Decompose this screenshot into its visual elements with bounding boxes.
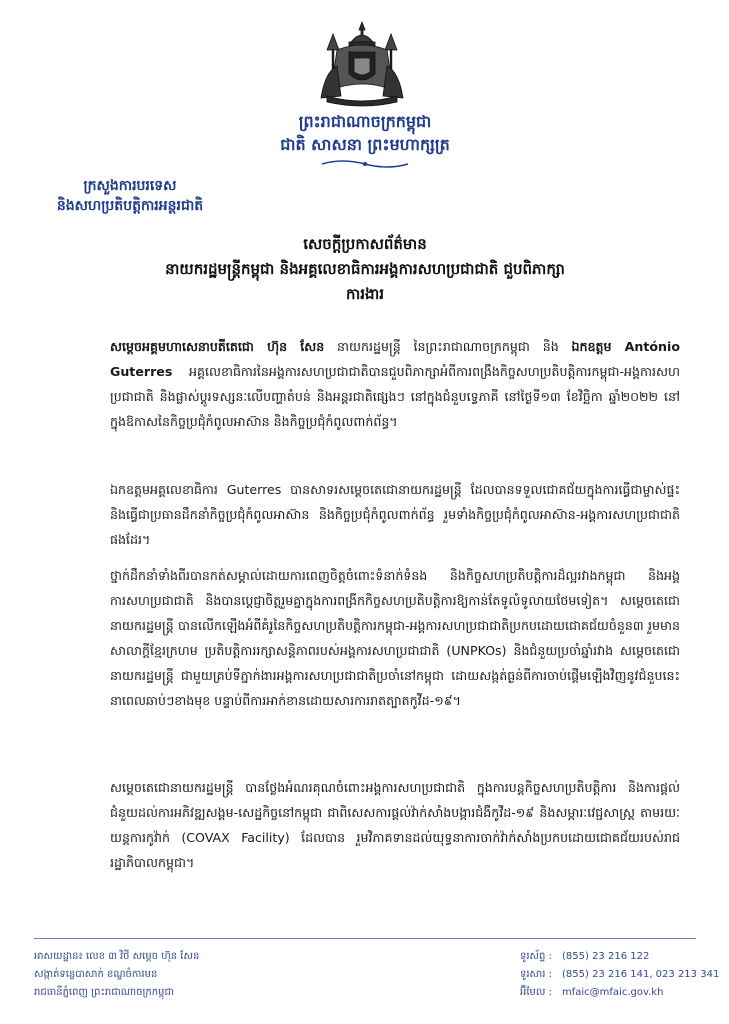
address-line3: រាជធានីភ្នំពេញ ព្រះរាជាណាចក្រកម្ពុជា	[34, 987, 174, 998]
address-line1: អាសយដ្ឋាន៖ លេខ ៣ វិថី សម្តេច ហ៊ុន សែន	[34, 951, 200, 962]
ministry-line2: និងសហប្រតិបត្តិការអន្តរជាតិ	[56, 198, 204, 214]
ministry-line1: ក្រសួងការបរទេស	[83, 178, 177, 194]
contact-fax	[520, 966, 720, 984]
kingdom-motto: ជាតិ សាសនា ព្រះមហាក្សត្រ	[280, 135, 450, 154]
tel-label: ទូរស័ព្ទ :	[520, 951, 552, 962]
paragraph-2: ឯកឧត្តមអគ្គលេខាធិការ Guterres បានសាទរសម្តេចតេជោនាយករដ្ឋមន្ត្រី ដែលបានទទួលជោគជ័យក្នុងការធ្វើជាម្ចាស់ផ្ទះ និងធ្វើជាប្រធានដឹកនាំកិច្ចប្រជុំកំពូលអាស៊ាន និងកិច្ចប្រជុំកំពូលពាក់ព័ន្ធ រួមទាំងកិច្ចប្រជុំកំពូលអាស៊ាន-អង្គការសហប្រជាជាតិផងដែរ។	[110, 482, 680, 547]
paragraph-1	[110, 334, 680, 434]
email-value: mfaic@mfaic.gov.kh	[562, 987, 664, 998]
paragraph-4: សម្តេចតេជោនាយករដ្ឋមន្ត្រី បានថ្លែងអំណរគុណចំពោះអង្គការសហប្រជាជាតិ ក្នុងការបន្តកិច្ចសហប្រតិបត្តិការ និងការផ្តល់ជំនួយដល់ការអភិវឌ្ឍសង្គម-សេដ្ឋកិច្ចនៅកម្ពុជា ជាពិសេសការផ្តល់វ៉ាក់សាំងបង្ការជំងឺកូវីដ-១៩ និងសម្ភារៈវេជ្ជសាស្ត្រ តាមរយៈយន្តការកូវ៉ាក់ (COVAX Facility) ដែលបាន រួមវិភាគទានដល់យុទ្ធនាការចាក់វ៉ាក់សាំងប្រកបដោយជោគជ័យរបស់រាជរដ្ឋាភិបាលកម្ពុជា។	[110, 780, 680, 870]
kingdom-line1: ព្រះរាជាណាចក្រកម្ពុជា	[298, 112, 432, 131]
royal-arms-emblem-icon	[307, 20, 417, 108]
contact-tel	[520, 948, 710, 966]
address-line2: សង្កាត់ទន្លេបាសាក់ ខណ្ឌចំការមន	[34, 969, 158, 980]
paragraph-1-text-b: អគ្គលេខាធិការនៃអង្គការសហប្រជាជាតិបានជួបពិភាក្សាអំពីការពង្រឹងកិច្ចសហប្រតិបត្តិការកម្ពុជា-អង្គការសហប្រជាជាតិ និងផ្លាស់ប្តូរទស្សនៈលើបញ្ហាតំបន់ និងអន្តរជាតិផ្សេងៗ នៅក្នុងជំនួបទ្វេភាគី នៅថ្ងៃទី១៣ ខែវិច្ឆិកា ឆ្នាំ២០២២ នៅក្នុងឱកាសនៃកិច្ចប្រជុំកំពូលអាស៊ាន និងកិច្ចប្រជុំកំពូលពាក់ព័ន្ធ។	[110, 364, 680, 429]
paragraph-1-text-a: នាយករដ្ឋមន្ត្រី នៃព្រះរាជាណាចក្រកម្ពុជា និង	[324, 339, 572, 354]
divider-ornament-icon	[320, 158, 410, 170]
title-line1: សេចក្តីប្រកាសព័ត៌មាន	[303, 235, 427, 253]
tel-value: (855) 23 216 122	[562, 951, 650, 962]
footer-contact	[520, 948, 720, 1002]
press-release-title	[80, 232, 650, 307]
title-line3: ការងារ	[345, 285, 385, 303]
fax-label: ទូរសារ :	[520, 969, 552, 980]
paragraph-1-lead: សម្តេចអគ្គមហាសេនាបតីតេជោ ហ៊ុន សែន	[110, 339, 325, 354]
title-line2: នាយករដ្ឋមន្ត្រីកម្ពុជា និងអគ្គលេខាធិការអង្គការសហប្រជាជាតិ ជួបពិភាក្សា	[165, 260, 565, 278]
email-label: អ៊ីមែល :	[520, 987, 552, 998]
paragraph-1-lead2: ឯកឧត្តម António Guterres	[110, 339, 680, 379]
ministry-heading	[30, 176, 230, 216]
paragraph-3: ថ្នាក់ដឹកនាំទាំងពីរបានកត់សម្គាល់ដោយការពេញចិត្តចំពោះទំនាក់ទំនង និងកិច្ចសហប្រតិបត្តិការដ៏ល្អរវាងកម្ពុជា និងអង្គការសហប្រជាជាតិ និងបានប្តេជ្ញាចិត្តរួមគ្នាក្នុងការពង្រីកកិច្ចសហប្រតិបត្តិការឱ្យកាន់តែទូលំទូលាយថែមទៀត។ សម្តេចតេជោនាយករដ្ឋមន្ត្រី បានលើកឡើងអំពីគំរូនៃកិច្ចសហប្រតិបត្តិការកម្ពុជា-អង្គការសហប្រជាជាតិប្រកបដោយជោគជ័យចំនួន៣ រួមមាន សាលាក្តីខ្មែរក្រហម ប្រតិបត្តិការរក្សាសន្តិភាពរបស់អង្គការសហប្រជាជាតិ (UNPKOs) និងជំនួយប្រចាំឆ្នាំរវាង សម្តេចតេជោនាយករដ្ឋមន្ត្រី ជាមួយគ្រប់ទីភ្នាក់ងារអង្គការសហប្រជាជាតិប្រចាំនៅកម្ពុជា ដោយសង្កត់ធ្ងន់ពីការចាប់ផ្តើមឡើងវិញនូវជំនួបនេះ នាពេលឆាប់ៗខាងមុខ បន្ទាប់ពីការអាក់ខានដោយសារការរាតត្បាតកូវីដ-១៩។	[110, 568, 680, 708]
fax-value: (855) 23 216 141, 023 213 341	[562, 969, 720, 980]
footer-divider	[34, 938, 696, 939]
contact-email	[520, 984, 710, 1002]
kingdom-heading	[260, 110, 470, 156]
footer-address	[34, 948, 294, 1002]
